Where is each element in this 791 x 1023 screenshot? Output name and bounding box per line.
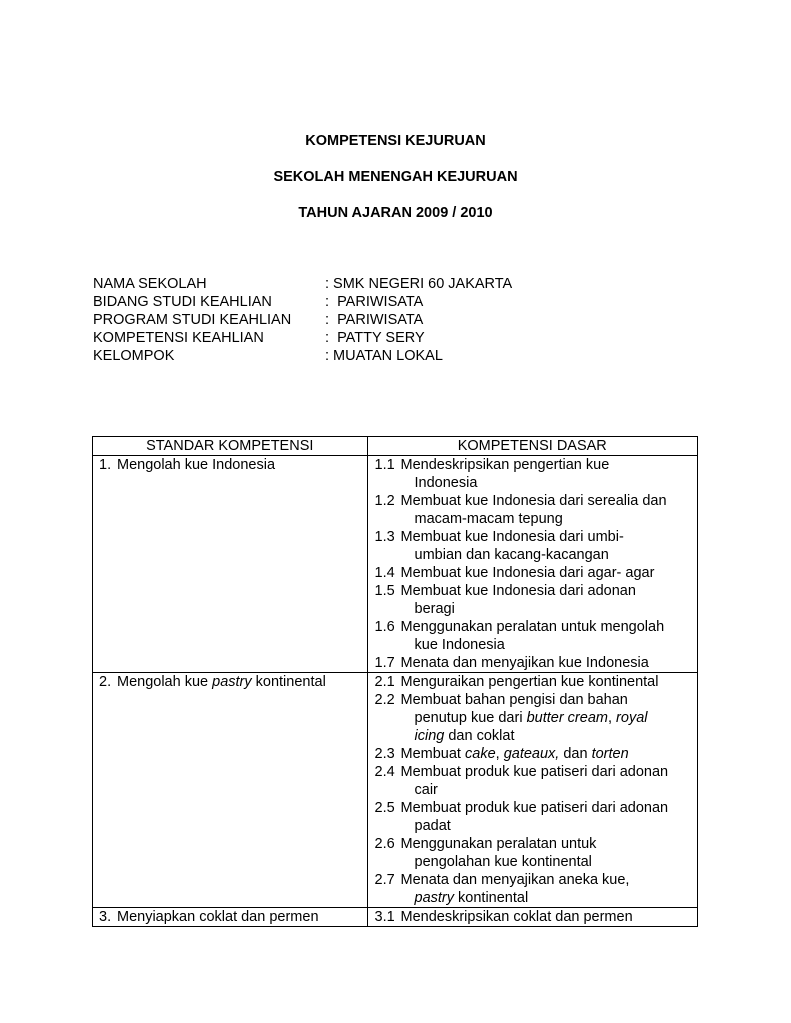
list-item — [368, 492, 697, 528]
dasar-cell — [367, 456, 697, 673]
list-item — [368, 456, 697, 492]
list-item — [368, 582, 697, 618]
item-number: 1.4 — [374, 565, 395, 581]
item-text: Membuat kue Indonesia dari serealia dan macam-macam tepung — [400, 493, 667, 527]
title-kompetensi-kejuruan: KOMPETENSI KEJURUAN — [305, 133, 486, 149]
info-value: : MUATAN LOKAL — [325, 348, 443, 364]
item-number: 2.1 — [374, 674, 395, 690]
item-text: Membuat bahan pengisi dan bahan penutup kue dari butter cream, royal icing dan coklat — [400, 692, 648, 744]
item-text: Menata dan menyajikan kue Indonesia — [400, 655, 649, 671]
item-number: 1.6 — [374, 619, 395, 635]
info-label: NAMA SEKOLAH — [93, 276, 207, 292]
info-row-nama-sekolah — [93, 275, 512, 293]
info-label: PROGRAM STUDI KEAHLIAN — [93, 312, 292, 328]
standar-text: Mengolah kue Indonesia — [117, 457, 276, 473]
item-number: 2.7 — [374, 872, 395, 888]
list-item — [368, 618, 697, 654]
info-value: : PATTY SERY — [325, 330, 425, 346]
standar-cell — [93, 456, 368, 673]
table-row — [93, 456, 698, 673]
column-header-dasar: KOMPETENSI DASAR — [367, 437, 697, 456]
item-number: 2.5 — [374, 800, 395, 816]
info-value: : PARIWISATA — [325, 294, 424, 310]
item-text: Membuat cake, gateaux, dan torten — [400, 746, 629, 762]
item-text: Membuat kue Indonesia dari agar- agar — [400, 565, 655, 581]
item-text: Membuat kue Indonesia dari adonan beragi — [400, 583, 636, 617]
standar-text: Mengolah kue pastry kontinental — [117, 674, 326, 690]
list-item — [368, 871, 697, 907]
info-row-program-studi — [93, 311, 512, 329]
list-item — [368, 654, 697, 672]
list-item — [368, 673, 697, 691]
standar-number: 1. — [99, 457, 112, 473]
item-number: 2.6 — [374, 836, 395, 852]
item-text: Menata dan menyajikan aneka kue, pastry kontinental — [400, 872, 630, 906]
title-sekolah: SEKOLAH MENENGAH KEJURUAN — [273, 169, 518, 185]
list-item — [368, 528, 697, 564]
item-text: Menggunakan peralatan untuk pengolahan kue kontinental — [400, 836, 597, 870]
list-item — [368, 745, 697, 763]
item-text: Mendeskripsikan pengertian kue Indonesia — [400, 457, 610, 491]
info-value: : SMK NEGERI 60 JAKARTA — [325, 276, 513, 292]
competency-table — [92, 436, 698, 927]
standar-cell — [93, 908, 368, 927]
item-number: 1.2 — [374, 493, 395, 509]
standar-number: 2. — [99, 674, 112, 690]
school-info — [93, 275, 512, 365]
info-label: BIDANG STUDI KEAHLIAN — [93, 294, 272, 310]
dasar-cell — [367, 908, 697, 927]
item-number: 1.1 — [374, 457, 395, 473]
item-number: 1.3 — [374, 529, 395, 545]
info-row-kelompok — [93, 347, 512, 365]
item-number: 1.5 — [374, 583, 395, 599]
list-item — [368, 799, 697, 835]
info-row-kompetensi-keahlian — [93, 329, 512, 347]
standar-number: 3. — [99, 909, 112, 925]
column-header-standar: STANDAR KOMPETENSI — [93, 437, 368, 456]
info-row-bidang-studi — [93, 293, 512, 311]
table-header-row — [93, 437, 698, 456]
item-text: Mendeskripsikan coklat dan permen — [400, 909, 633, 925]
table-row — [93, 673, 698, 908]
list-item — [368, 835, 697, 871]
title-tahun-ajaran: TAHUN AJARAN 2009 / 2010 — [298, 205, 493, 221]
table-row — [93, 908, 698, 927]
item-text: Menggunakan peralatan untuk mengolah kue Indonesia — [400, 619, 665, 653]
list-item — [368, 691, 697, 745]
item-text: Membuat kue Indonesia dari umbi- umbian dan kacang-kacangan — [400, 529, 624, 563]
item-number: 2.4 — [374, 764, 395, 780]
item-text: Menguraikan pengertian kue kontinental — [400, 674, 659, 690]
info-label: KELOMPOK — [93, 348, 175, 364]
item-text: Membuat produk kue patiseri dari adonan cair — [400, 764, 669, 798]
dasar-cell — [367, 673, 697, 908]
list-item — [368, 564, 697, 582]
item-number: 2.3 — [374, 746, 395, 762]
info-label: KOMPETENSI KEAHLIAN — [93, 330, 264, 346]
standar-text: Menyiapkan coklat dan permen — [117, 909, 319, 925]
item-number: 1.7 — [374, 655, 395, 671]
item-number: 2.2 — [374, 692, 395, 708]
list-item — [368, 763, 697, 799]
list-item — [368, 908, 697, 926]
standar-cell — [93, 673, 368, 908]
info-value: : PARIWISATA — [325, 312, 424, 328]
item-text: Membuat produk kue patiseri dari adonan padat — [400, 800, 669, 834]
item-number: 3.1 — [374, 909, 395, 925]
